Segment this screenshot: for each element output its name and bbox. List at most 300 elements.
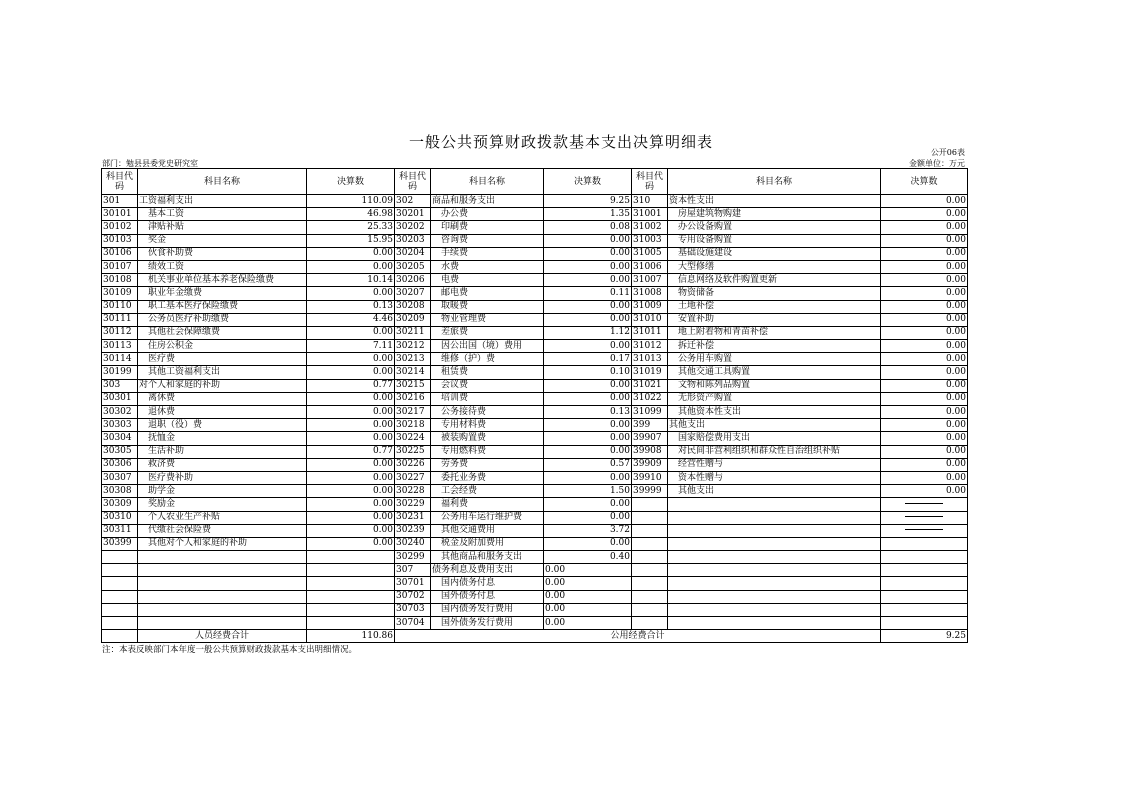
name-cell-1: 生活补助: [138, 445, 307, 458]
unit-label: 金额单位：万元: [909, 159, 965, 168]
table-row: [102, 234, 968, 247]
table-row: [102, 353, 968, 366]
expenditure-table: [101, 168, 968, 643]
name-cell-3: 其他资本性支出: [668, 406, 881, 419]
name-cell-1: 离休费: [138, 392, 307, 405]
code-cell-3: 31010: [632, 313, 668, 326]
code-cell-3: 31005: [632, 247, 668, 260]
amount-cell-3: 0.00: [881, 247, 968, 260]
code-cell-1: 30301: [102, 392, 138, 405]
code-cell-3: 31009: [632, 300, 668, 313]
amount-cell-2: 0.00: [544, 564, 632, 577]
code-cell-3: 31008: [632, 287, 668, 300]
amount-cell-3: 0.00: [881, 432, 968, 445]
name-cell-3: 房屋建筑物购建: [668, 208, 881, 221]
name-cell-3: 其他交通工具购置: [668, 366, 881, 379]
code-cell-2: 30701: [395, 577, 431, 590]
name-cell-3: 拆迁补偿: [668, 340, 881, 353]
code-cell-1: 30114: [102, 353, 138, 366]
code-cell-1: 30399: [102, 537, 138, 550]
name-cell-2: 福利费: [431, 498, 544, 511]
code-cell-3: [632, 590, 668, 603]
amount-cell-3: 0.00: [881, 195, 968, 208]
name-cell-1: 退休费: [138, 406, 307, 419]
name-cell-3: 大型修缮: [668, 260, 881, 273]
name-cell-3: 国家赔偿费用支出: [668, 432, 881, 445]
code-cell-2: 30239: [395, 524, 431, 537]
name-cell-1: 职业年金缴费: [138, 287, 307, 300]
table-row: [102, 524, 968, 537]
code-cell-2: 30216: [395, 392, 431, 405]
amount-cell-2: 0.00: [544, 300, 632, 313]
amount-cell-3: 0.00: [881, 340, 968, 353]
name-cell-2: 税金及附加费用: [431, 537, 544, 550]
amount-cell-1: 0.00: [307, 260, 395, 273]
code-cell-2: 30206: [395, 274, 431, 287]
code-cell-2: 30227: [395, 471, 431, 484]
code-cell-2: 30201: [395, 208, 431, 221]
table-row: [102, 208, 968, 221]
amount-cell-1: 0.00: [307, 485, 395, 498]
code-cell-2: 30204: [395, 247, 431, 260]
table-row: [102, 195, 968, 208]
amount-cell-3: 0.00: [881, 300, 968, 313]
amount-cell-2: 0.00: [544, 432, 632, 445]
table-row: [102, 300, 968, 313]
name-cell-1: 津贴补贴: [138, 221, 307, 234]
code-cell-1: [102, 603, 138, 616]
code-cell-2: 302: [395, 195, 431, 208]
amount-cell-2: 0.00: [544, 379, 632, 392]
code-cell-1: 301: [102, 195, 138, 208]
name-cell-3: 无形资产购置: [668, 392, 881, 405]
amount-cell-1: 0.00: [307, 458, 395, 471]
name-cell-3: 物资储备: [668, 287, 881, 300]
code-cell-1: 30306: [102, 458, 138, 471]
header-code-3: 科目代码: [632, 169, 668, 195]
amount-cell-1: 0.00: [307, 366, 395, 379]
code-cell-2: 30211: [395, 326, 431, 339]
code-cell-3: 31013: [632, 353, 668, 366]
amount-cell-3: 0.00: [881, 353, 968, 366]
table-row: [102, 537, 968, 550]
amount-cell-1: [307, 564, 395, 577]
code-cell-2: 30225: [395, 445, 431, 458]
code-cell-1: 30102: [102, 221, 138, 234]
name-cell-1: 医疗费: [138, 353, 307, 366]
code-cell-2: 30228: [395, 485, 431, 498]
dash-line: [905, 516, 943, 517]
code-cell-2: 30224: [395, 432, 431, 445]
header-code-1: 科目代码: [102, 169, 138, 195]
amount-cell-2: 0.00: [544, 234, 632, 247]
code-cell-3: 31019: [632, 366, 668, 379]
amount-cell-1: 10.14: [307, 274, 395, 287]
name-cell-1: [138, 603, 307, 616]
header-amount-3: 决算数: [881, 169, 968, 195]
code-cell-1: 30199: [102, 366, 138, 379]
table-row: [102, 603, 968, 616]
name-cell-3: 专用设备购置: [668, 234, 881, 247]
name-cell-2: 取暖费: [431, 300, 544, 313]
amount-cell-1: 15.95: [307, 234, 395, 247]
amount-cell-2: 0.00: [544, 577, 632, 590]
amount-cell-2: 0.08: [544, 221, 632, 234]
name-cell-2: 劳务费: [431, 458, 544, 471]
table-row: [102, 498, 968, 511]
code-cell-1: [102, 577, 138, 590]
name-cell-1: 其他对个人和家庭的补助: [138, 537, 307, 550]
name-cell-3: [668, 498, 881, 511]
amount-cell-1: [307, 603, 395, 616]
name-cell-3: [668, 564, 881, 577]
table-row: [102, 419, 968, 432]
header-code-2: 科目代码: [395, 169, 431, 195]
amount-cell-3: [881, 590, 968, 603]
amount-cell-3: 0.00: [881, 406, 968, 419]
name-cell-1: 对个人和家庭的补助: [138, 379, 307, 392]
table-row: [102, 458, 968, 471]
name-cell-3: 其他支出: [668, 485, 881, 498]
code-cell-1: 30106: [102, 247, 138, 260]
amount-cell-3: [881, 551, 968, 564]
table-row: [102, 432, 968, 445]
code-cell-3: 31003: [632, 234, 668, 247]
totals-row: [102, 630, 968, 643]
name-cell-2: 专用材料费: [431, 419, 544, 432]
name-cell-2: 国外债务发行费用: [431, 617, 544, 630]
amount-cell-2: 0.11: [544, 287, 632, 300]
amount-cell-3: [881, 603, 968, 616]
code-cell-3: 39999: [632, 485, 668, 498]
amount-cell-1: 4.46: [307, 313, 395, 326]
table-row: [102, 366, 968, 379]
name-cell-2: 办公费: [431, 208, 544, 221]
name-cell-3: 文物和陈列品购置: [668, 379, 881, 392]
code-cell-3: 31012: [632, 340, 668, 353]
amount-cell-1: 46.98: [307, 208, 395, 221]
amount-cell-2: 0.00: [544, 392, 632, 405]
amount-cell-1: 0.00: [307, 471, 395, 484]
amount-cell-2: 0.10: [544, 366, 632, 379]
amount-cell-3: 0.00: [881, 392, 968, 405]
name-cell-3: 资本性赠与: [668, 471, 881, 484]
code-cell-1: 30304: [102, 432, 138, 445]
name-cell-3: [668, 524, 881, 537]
table-row: [102, 340, 968, 353]
table-row: [102, 313, 968, 326]
name-cell-1: 救济费: [138, 458, 307, 471]
personnel-total-label: 人员经费合计: [138, 630, 307, 643]
amount-cell-2: 0.57: [544, 458, 632, 471]
code-cell-1: 30112: [102, 326, 138, 339]
name-cell-1: 奖金: [138, 234, 307, 247]
amount-cell-1: [307, 617, 395, 630]
header-name-3: 科目名称: [668, 169, 881, 195]
name-cell-1: 奖励金: [138, 498, 307, 511]
name-cell-3: 资本性支出: [668, 195, 881, 208]
amount-cell-3: [881, 564, 968, 577]
name-cell-2: 专用燃料费: [431, 445, 544, 458]
code-cell-2: 30218: [395, 419, 431, 432]
code-cell-1: [102, 551, 138, 564]
code-cell-3: 39909: [632, 458, 668, 471]
amount-cell-1: 0.00: [307, 406, 395, 419]
code-cell-1: 303: [102, 379, 138, 392]
name-cell-3: [668, 603, 881, 616]
name-cell-1: 职工基本医疗保险缴费: [138, 300, 307, 313]
name-cell-3: [668, 617, 881, 630]
name-cell-2: 培训费: [431, 392, 544, 405]
name-cell-2: 维修（护）费: [431, 353, 544, 366]
amount-cell-2: 0.00: [544, 445, 632, 458]
name-cell-1: 代缴社会保险费: [138, 524, 307, 537]
table-row: [102, 445, 968, 458]
amount-cell-2: 0.40: [544, 551, 632, 564]
amount-cell-1: [307, 577, 395, 590]
name-cell-1: 机关事业单位基本养老保险缴费: [138, 274, 307, 287]
code-cell-1: 30305: [102, 445, 138, 458]
code-cell-1: 30310: [102, 511, 138, 524]
code-cell-2: 30205: [395, 260, 431, 273]
header-name-1: 科目名称: [138, 169, 307, 195]
code-cell-3: [632, 551, 668, 564]
amount-cell-2: 0.00: [544, 590, 632, 603]
amount-cell-2: 1.12: [544, 326, 632, 339]
code-cell-3: [632, 617, 668, 630]
amount-cell-1: 0.00: [307, 419, 395, 432]
name-cell-2: 商品和服务支出: [431, 195, 544, 208]
name-cell-2: 物业管理费: [431, 313, 544, 326]
public-total-amount: 9.25: [881, 630, 968, 643]
amount-cell-3: 0.00: [881, 221, 968, 234]
table-row: [102, 392, 968, 405]
amount-cell-2: 3.72: [544, 524, 632, 537]
header-amount-2: 决算数: [544, 169, 632, 195]
code-cell-2: 30208: [395, 300, 431, 313]
code-cell-3: 31001: [632, 208, 668, 221]
amount-cell-2: 0.00: [544, 537, 632, 550]
amount-cell-2: 0.00: [544, 340, 632, 353]
name-cell-2: 公务用车运行维护费: [431, 511, 544, 524]
name-cell-3: 对民间非营利组织和群众性自治组织补贴: [668, 445, 881, 458]
amount-cell-2: 0.00: [544, 511, 632, 524]
amount-cell-3: 0.00: [881, 313, 968, 326]
amount-cell-1: 7.11: [307, 340, 395, 353]
code-cell-3: [632, 524, 668, 537]
amount-cell-1: 0.00: [307, 287, 395, 300]
table-row: [102, 471, 968, 484]
code-cell-3: 31002: [632, 221, 668, 234]
name-cell-1: [138, 551, 307, 564]
name-cell-2: 工会经费: [431, 485, 544, 498]
code-cell-2: 30240: [395, 537, 431, 550]
name-cell-3: [668, 577, 881, 590]
code-cell-1: 30103: [102, 234, 138, 247]
amount-cell-1: 0.77: [307, 379, 395, 392]
code-cell-2: 30231: [395, 511, 431, 524]
code-cell-3: [632, 511, 668, 524]
amount-cell-1: [307, 551, 395, 564]
code-cell-2: 30217: [395, 406, 431, 419]
code-cell-1: 30101: [102, 208, 138, 221]
name-cell-2: 其他交通费用: [431, 524, 544, 537]
code-cell-1: 30109: [102, 287, 138, 300]
form-number: 公开06表: [930, 148, 965, 157]
code-cell-2: 30212: [395, 340, 431, 353]
name-cell-3: [668, 511, 881, 524]
name-cell-2: 差旅费: [431, 326, 544, 339]
name-cell-3: [668, 551, 881, 564]
table-row: [102, 485, 968, 498]
amount-cell-3: 0.00: [881, 379, 968, 392]
name-cell-2: 会议费: [431, 379, 544, 392]
amount-cell-3: 0.00: [881, 485, 968, 498]
name-cell-2: 印刷费: [431, 221, 544, 234]
amount-cell-3: 0.00: [881, 260, 968, 273]
amount-cell-3: 0.00: [881, 208, 968, 221]
code-cell-2: 30209: [395, 313, 431, 326]
amount-cell-2: 0.00: [544, 471, 632, 484]
dash-line: [905, 529, 943, 530]
code-cell-1: [102, 617, 138, 630]
table-note: 注：本表反映部门本年度一般公共预算财政拨款基本支出明细情况。: [102, 645, 358, 655]
amount-cell-2: 1.35: [544, 208, 632, 221]
amount-cell-3: 0.00: [881, 471, 968, 484]
code-cell-2: 30215: [395, 379, 431, 392]
code-cell-2: 30207: [395, 287, 431, 300]
name-cell-1: 个人农业生产补贴: [138, 511, 307, 524]
code-cell-1: 30107: [102, 260, 138, 273]
table-row: [102, 326, 968, 339]
code-cell-3: [632, 498, 668, 511]
code-cell-3: 31011: [632, 326, 668, 339]
name-cell-2: 委托业务费: [431, 471, 544, 484]
page-title: 一般公共预算财政拨款基本支出决算明细表: [408, 133, 713, 151]
code-cell-3: 31022: [632, 392, 668, 405]
name-cell-3: 地上附着物和青苗补偿: [668, 326, 881, 339]
code-cell-1: [102, 590, 138, 603]
code-cell-1: 30110: [102, 300, 138, 313]
code-cell-3: 39910: [632, 471, 668, 484]
amount-cell-3: [881, 524, 968, 537]
table-row: [102, 511, 968, 524]
amount-cell-1: 0.13: [307, 300, 395, 313]
name-cell-1: 其他社会保障缴费: [138, 326, 307, 339]
name-cell-2: 债务利息及费用支出: [431, 564, 544, 577]
code-cell-1: 30111: [102, 313, 138, 326]
name-cell-2: 租赁费: [431, 366, 544, 379]
amount-cell-2: 0.00: [544, 274, 632, 287]
amount-cell-3: 0.00: [881, 366, 968, 379]
code-cell-2: 30203: [395, 234, 431, 247]
name-cell-3: 安置补助: [668, 313, 881, 326]
amount-cell-3: 0.00: [881, 234, 968, 247]
table-row: [102, 260, 968, 273]
code-cell-1: [102, 564, 138, 577]
code-cell-3: 31007: [632, 274, 668, 287]
code-cell-2: 30226: [395, 458, 431, 471]
amount-cell-2: 0.00: [544, 419, 632, 432]
name-cell-3: 办公设备购置: [668, 221, 881, 234]
amount-cell-3: 0.00: [881, 458, 968, 471]
table-row: [102, 551, 968, 564]
name-cell-1: 医疗费补助: [138, 471, 307, 484]
code-cell-3: 31006: [632, 260, 668, 273]
amount-cell-3: [881, 511, 968, 524]
name-cell-3: 土地补偿: [668, 300, 881, 313]
code-cell-1: 30108: [102, 274, 138, 287]
code-cell-2: 30229: [395, 498, 431, 511]
name-cell-3: 其他支出: [668, 419, 881, 432]
amount-cell-1: 0.77: [307, 445, 395, 458]
name-cell-2: 国内债务付息: [431, 577, 544, 590]
table-row: [102, 617, 968, 630]
public-total-label: 公用经费合计: [395, 630, 881, 643]
name-cell-3: [668, 537, 881, 550]
table-row: [102, 577, 968, 590]
name-cell-1: 退职（役）费: [138, 419, 307, 432]
amount-cell-2: 0.17: [544, 353, 632, 366]
amount-cell-1: 0.00: [307, 537, 395, 550]
table-row: [102, 406, 968, 419]
name-cell-2: 因公出国（境）费用: [431, 340, 544, 353]
code-cell-1: 30302: [102, 406, 138, 419]
amount-cell-3: [881, 498, 968, 511]
name-cell-2: 其他商品和服务支出: [431, 551, 544, 564]
name-cell-2: 手续费: [431, 247, 544, 260]
code-cell-1: 30307: [102, 471, 138, 484]
code-cell-2: 30214: [395, 366, 431, 379]
code-cell-2: 30702: [395, 590, 431, 603]
name-cell-1: [138, 590, 307, 603]
code-cell-3: 31021: [632, 379, 668, 392]
code-cell-1: 30113: [102, 340, 138, 353]
name-cell-1: [138, 577, 307, 590]
table-row: [102, 564, 968, 577]
code-cell-2: 307: [395, 564, 431, 577]
amount-cell-2: 0.00: [544, 617, 632, 630]
name-cell-2: 邮电费: [431, 287, 544, 300]
amount-cell-1: 0.00: [307, 326, 395, 339]
table-row: [102, 287, 968, 300]
amount-cell-3: 0.00: [881, 419, 968, 432]
amount-cell-1: 0.00: [307, 247, 395, 260]
code-cell-3: [632, 577, 668, 590]
amount-cell-1: 0.00: [307, 511, 395, 524]
amount-cell-1: 0.00: [307, 498, 395, 511]
amount-cell-2: 1.50: [544, 485, 632, 498]
personnel-total-amount: 110.86: [307, 630, 395, 643]
code-cell-3: 399: [632, 419, 668, 432]
amount-cell-2: 0.00: [544, 313, 632, 326]
code-cell-3: 39907: [632, 432, 668, 445]
amount-cell-3: [881, 577, 968, 590]
code-cell-3: [632, 537, 668, 550]
amount-cell-1: 110.09: [307, 195, 395, 208]
amount-cell-3: 0.00: [881, 274, 968, 287]
name-cell-2: 咨询费: [431, 234, 544, 247]
name-cell-1: 绩效工资: [138, 260, 307, 273]
header-amount-1: 决算数: [307, 169, 395, 195]
name-cell-2: 国内债务发行费用: [431, 603, 544, 616]
amount-cell-3: 0.00: [881, 445, 968, 458]
name-cell-1: 公务员医疗补助缴费: [138, 313, 307, 326]
name-cell-3: 公务用车购置: [668, 353, 881, 366]
name-cell-1: 助学金: [138, 485, 307, 498]
name-cell-2: 被装购置费: [431, 432, 544, 445]
code-cell-1: 30303: [102, 419, 138, 432]
